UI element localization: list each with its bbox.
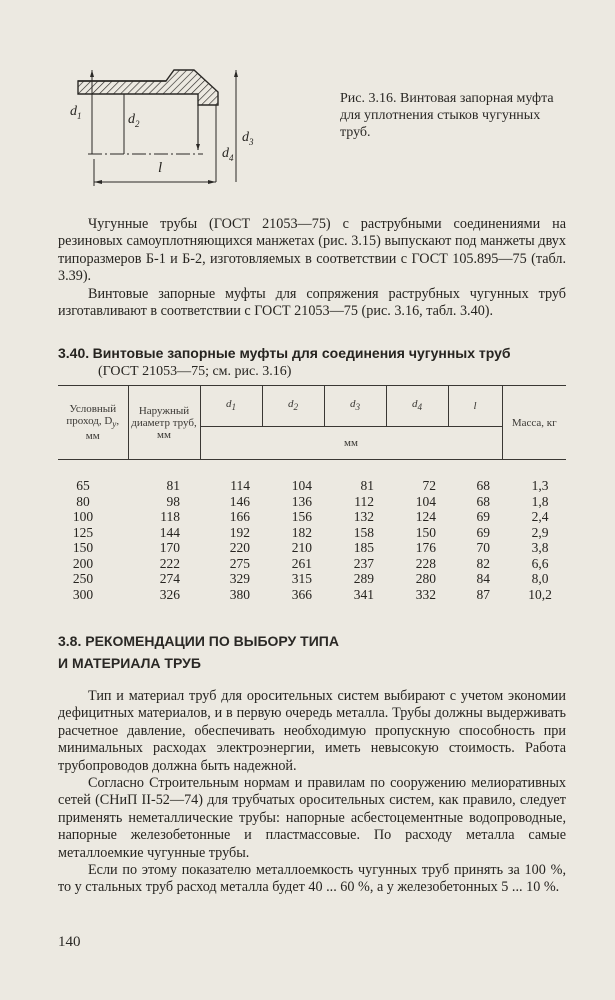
header-d2: $d_2$ (262, 386, 324, 427)
section-heading-line-2: И МАТЕРИАЛА ТРУБ (58, 655, 201, 671)
table-cell: 261 (291, 555, 312, 571)
table-cell: 118 (160, 509, 180, 524)
table-cell: 68 (476, 493, 490, 509)
header-d4: $d_4$ (386, 386, 448, 427)
table-cell: 176 (415, 540, 436, 555)
paragraph-3: Тип и материал труб для оросительных систем выбирают с учетом экономии дефицитных материалов, и в первую очередь металла. Трубы должны выдерживать расчетное давление, обеспечивать необходимую пропускную способность при минимальных расходах электроэнергии, иметь невысокую стоимость. Работа трубопроводов должна быть надежной. (58, 688, 566, 774)
label-d4: $d_4$ (222, 146, 234, 163)
table-row (58, 571, 566, 587)
table-cell: 82 (476, 555, 490, 571)
table-row (58, 494, 566, 510)
table-cell: 332 (415, 586, 436, 602)
table-cell: 146 (229, 493, 250, 509)
table-cell: 70 (476, 540, 490, 555)
header-outer-diameter: Наружный диаметр труб, мм (128, 386, 200, 460)
table-cell: 104 (415, 493, 436, 509)
table-cell: 136 (291, 493, 312, 509)
table-cell: 1,8 (531, 493, 549, 509)
table-cell: 80 (76, 493, 90, 509)
table-cell: 315 (291, 571, 312, 586)
table-cell: 166 (229, 509, 250, 524)
table-cell: 280 (415, 571, 436, 586)
table-title (58, 345, 566, 380)
couplings-table (58, 385, 566, 602)
table-row (58, 587, 566, 603)
table-cell: 222 (159, 555, 180, 571)
table-cell: 326 (159, 586, 180, 602)
table-cell: 182 (291, 524, 312, 540)
table-cell: 69 (476, 509, 490, 524)
table-cell: 87 (476, 586, 490, 602)
table-title-text: Винтовые запорные муфты для соединения чугунных труб (92, 345, 511, 361)
table-cell: 65 (76, 478, 90, 493)
table-cell: 68 (476, 478, 490, 493)
table-cell: 2,9 (531, 524, 549, 540)
table-container (58, 385, 566, 602)
table-cell: 380 (229, 586, 250, 602)
table-cell: 100 (72, 509, 94, 524)
table-body (58, 460, 566, 603)
table-cell: 10,2 (528, 586, 552, 602)
label-d3: $d_3$ (242, 130, 254, 147)
table-cell: 250 (72, 571, 94, 586)
table-cell: 158 (353, 524, 374, 540)
table-cell: 274 (159, 571, 180, 586)
header-nominal-bore: Условный проход, $D_у$, мм (58, 386, 128, 460)
paragraph-5: Если по этому показателю металлоемкость чугунных труб принять за 100 %, то у стальных труб расход металла будет 40 ... 60 %, а у железобетонных 5 ... 10 %. (58, 862, 566, 896)
label-d2: $d_2$ (128, 112, 140, 129)
section-heading (58, 630, 566, 674)
page-number: 140 (58, 934, 81, 950)
table-cell: 150 (72, 540, 94, 555)
table-cell: 144 (159, 524, 180, 540)
table-cell: 329 (229, 571, 250, 586)
table-cell: 6,6 (531, 555, 549, 571)
table-number: 3.40. (58, 345, 90, 361)
table-cell: 132 (353, 509, 374, 524)
table-cell: 228 (415, 555, 436, 571)
table-cell: 220 (229, 540, 250, 555)
header-mass: Масса, кг (502, 386, 566, 460)
table-row (58, 509, 566, 525)
table-row (58, 540, 566, 556)
table-cell: 210 (291, 540, 312, 555)
table-cell: 156 (291, 509, 312, 524)
table-cell: 112 (354, 493, 374, 509)
table-cell: 84 (476, 571, 490, 586)
figure-screw-coupling (58, 64, 318, 194)
label-l: l (158, 160, 163, 176)
label-d1: $d_1$ (70, 104, 82, 121)
table-cell: 192 (229, 524, 250, 540)
paragraph-4: Согласно Строительным нормам и правилам по сооружению мелиоративных сетей (СНиП II-52—74) для трубчатых оросительных систем, как правило, следует применять неметаллические трубы: напорные асбестоцементные водопроводные, напорные железобетонные и пластмассовые. По расходу металла самые металлоемкие чугунные трубы. (58, 775, 566, 861)
coupling-drawing (58, 64, 318, 194)
paragraph-1: Чугунные трубы (ГОСТ 21053—75) с раструбными соединениями на резиновых самоуплотняющихся манжетах (рис. 3.15) выпускают под манжеты двух типоразмеров Б-1 и Б-2, изготовляемых в соответствии с ГОСТ 105.895—75 (табл. 3.39). (58, 216, 566, 285)
header-unit-mm: мм (200, 427, 502, 460)
figure-caption: Рис. 3.16. Винтовая запорная муфта для уплотнения стыков чугунных труб. (340, 91, 554, 140)
table-cell: 2,4 (531, 509, 549, 524)
table-row (58, 460, 566, 494)
table-cell: 170 (159, 540, 180, 555)
table-cell: 81 (166, 478, 180, 493)
table-cell: 300 (72, 586, 94, 602)
table-cell: 81 (360, 478, 374, 493)
table-cell: 104 (291, 478, 312, 493)
table-cell: 8,0 (531, 571, 549, 586)
table-cell: 72 (422, 478, 436, 493)
paragraph-2: Винтовые запорные муфты для сопряжения раструбных чугунных труб изготавливают в соответствии с ГОСТ 21053—75 (рис. 3.16, табл. 3.40). (58, 286, 566, 320)
header-l: l (448, 386, 502, 427)
table-cell: 124 (415, 509, 436, 524)
table-cell: 185 (353, 540, 374, 555)
table-cell: 200 (72, 555, 94, 571)
table-cell: 341 (353, 586, 374, 602)
table-cell: 237 (353, 555, 374, 571)
table-cell: 289 (353, 571, 374, 586)
table-cell: 3,8 (531, 540, 549, 555)
table-cell: 275 (229, 555, 250, 571)
table-cell: 69 (476, 524, 490, 540)
header-d3: $d_3$ (324, 386, 386, 427)
table-cell: 366 (291, 586, 312, 602)
table-row (58, 525, 566, 541)
table-cell: 125 (72, 524, 94, 540)
table-cell: 150 (415, 524, 436, 540)
table-row (58, 556, 566, 572)
table-cell: 98 (166, 493, 180, 509)
header-d1: $d_1$ (200, 386, 262, 427)
section-heading-line-1: 3.8. РЕКОМЕНДАЦИИ ПО ВЫБОРУ ТИПА (58, 633, 339, 649)
table-cell: 1,3 (531, 478, 549, 493)
table-cell: 114 (230, 478, 250, 493)
table-subtitle: (ГОСТ 21053—75; см. рис. 3.16) (98, 364, 292, 379)
